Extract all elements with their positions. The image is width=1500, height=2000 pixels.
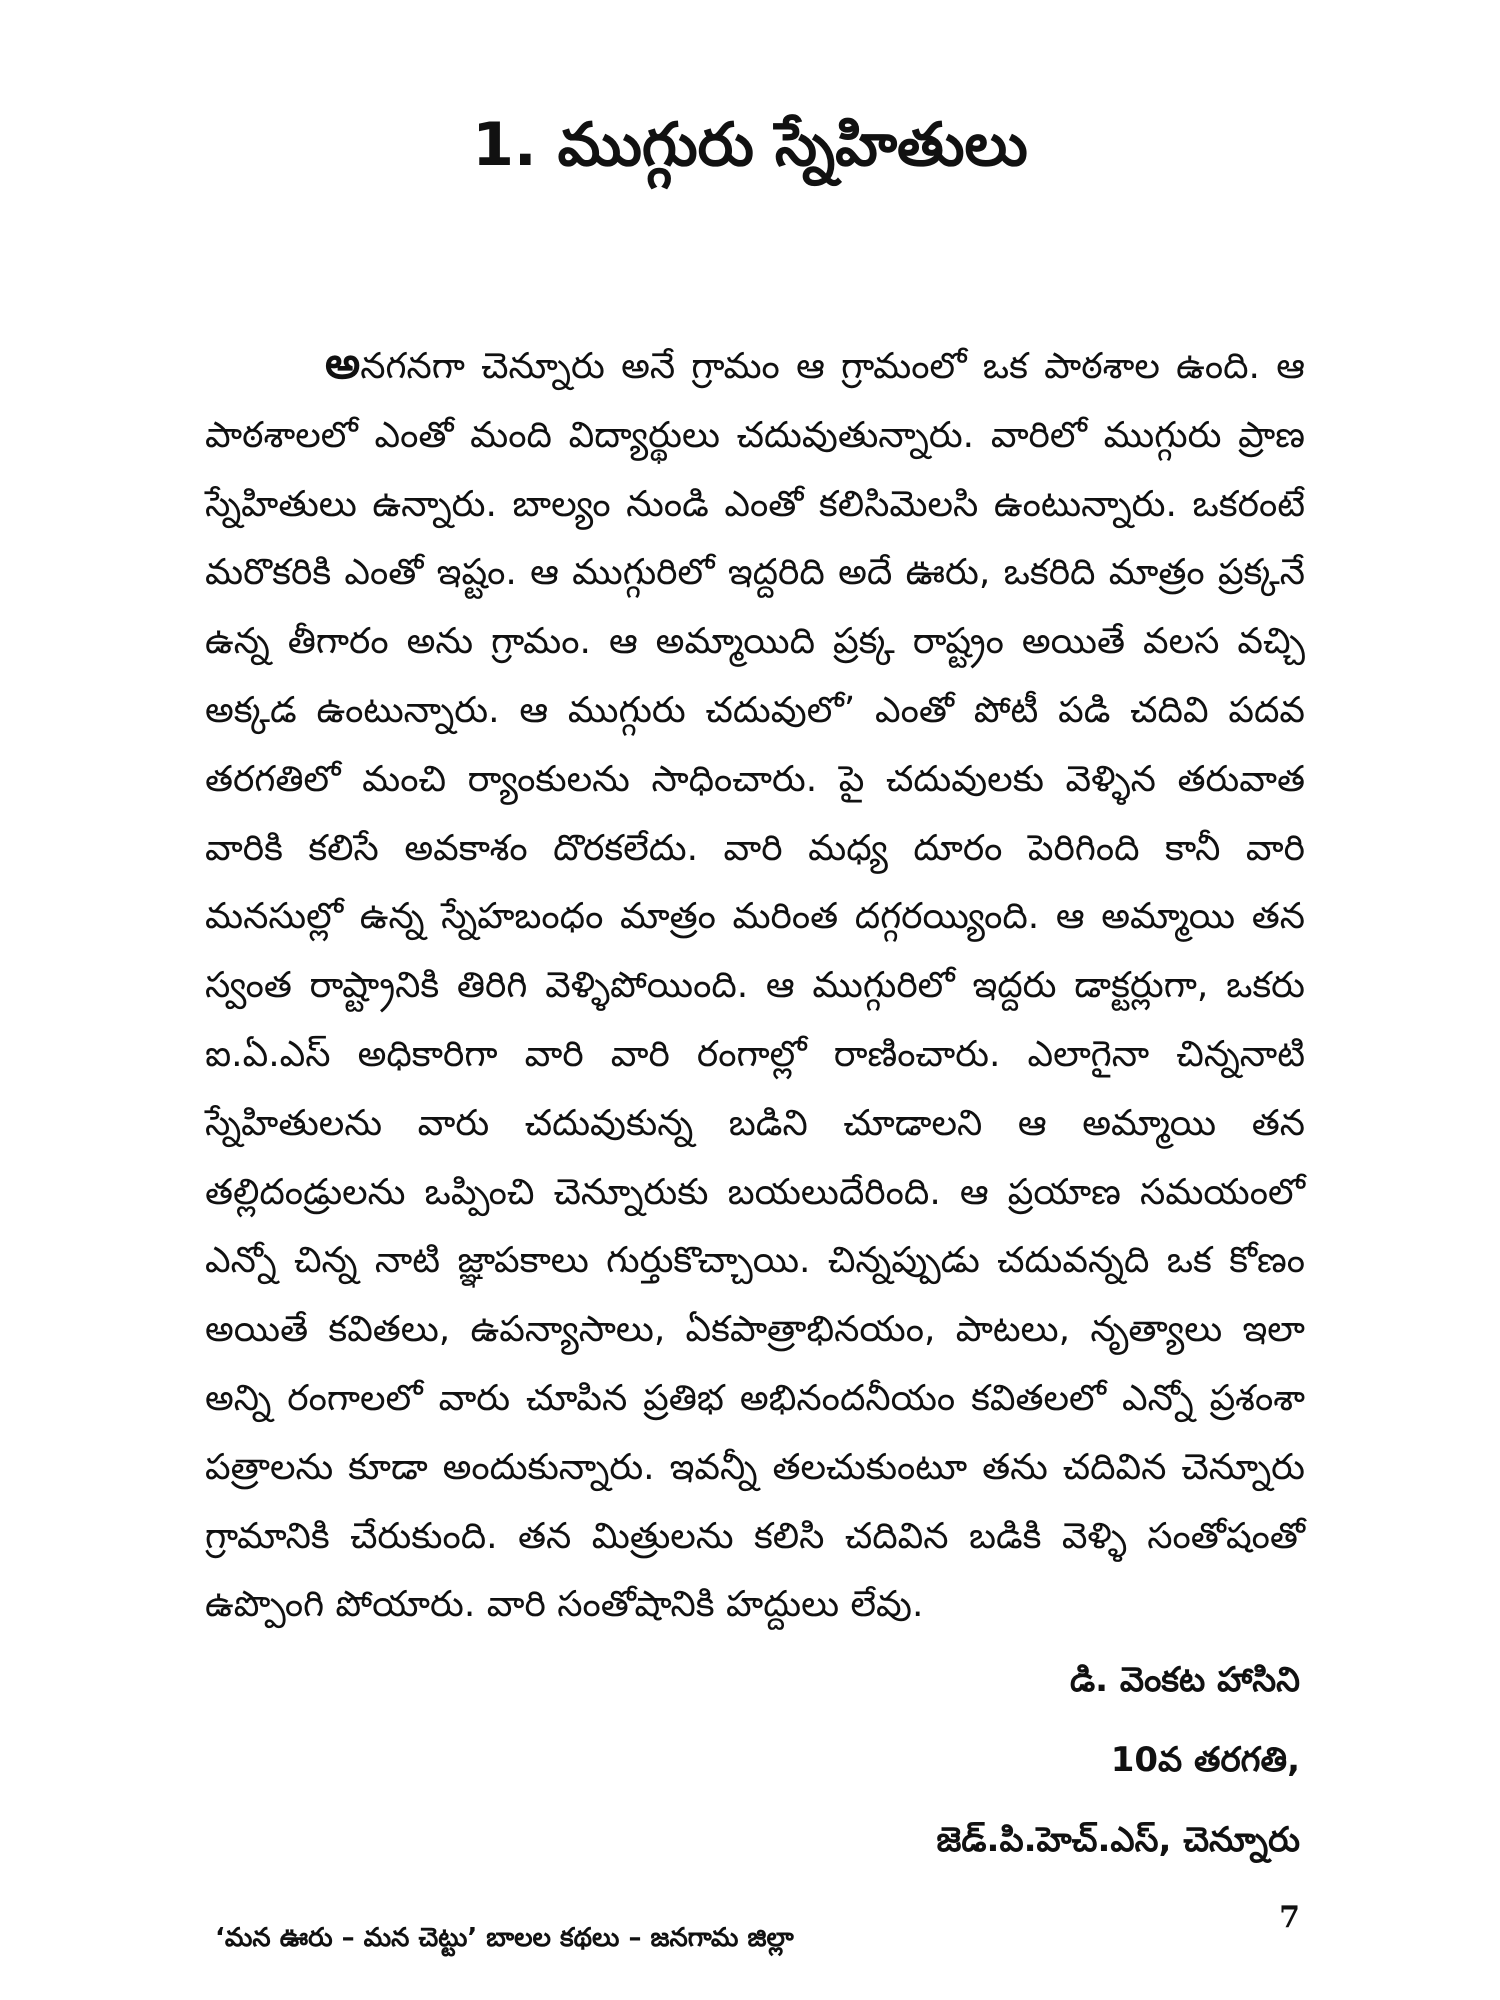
story-title: 1. ముగ్గురు స్నేహితులు [472,110,1028,180]
footer-caption: ‘మన ఊరు – మన చెట్టు’ బాలల కథలు – జనగామ జిల్లా [215,1923,794,1953]
author-name: డి. వెంకట హాసిని [1069,1660,1300,1700]
drop-letter: అ [325,338,361,389]
story-paragraph [205,330,1305,1640]
author-school: జెడ్.పి.హెచ్.ఎస్, చెన్నూరు [936,1820,1300,1860]
author-signature [937,1640,1300,1880]
page-number: 7 [1279,1900,1300,1935]
author-class: 10వ తరగతి, [1110,1740,1300,1780]
story-text: నగనగా చెన్నూరు అనే గ్రామం ఆ గ్రామంలో ఒక పాఠశాల ఉంది. ఆ పాఠశాలలో ఎంతో మంది విద్యార్థులు చదువుతున్నారు. వారిలో ముగ్గురు ప్రాణ స్నేహితులు ఉన్నారు. బాల్యం నుండి ఎంతో కలిసిమెలసి ఉంటున్నారు. ఒకరంటే మరొకరికి ఎంతో ఇష్టం. ఆ ముగ్గురిలో ఇద్దరిది అదే ఊరు, ఒకరిది మాత్రం ప్రక్కనే ఉన్న తీగారం అను గ్రామం. ఆ అమ్మాయిది ప్రక్క రాష్ట్రం అయితే వలస వచ్చి అక్కడ ఉంటున్నారు. ఆ ముగ్గురు చదువులో’ ఎంతో పోటీ పడి చదివి పదవ తరగతిలో మంచి ర్యాంకులను సాధించారు. పై చదువులకు వెళ్ళిన తరువాత వారికి కలిసే అవకాశం దొరకలేదు. వారి మధ్య దూరం పెరిగింది కానీ వారి మనసుల్లో ఉన్న స్నేహబంధం మాత్రం మరింత దగ్గరయ్యింది. ఆ అమ్మాయి తన స్వంత రాష్ట్రానికి తిరిగి వెళ్ళిపోయింది. ఆ ముగ్గురిలో ఇద్దరు డాక్టర్లుగా, ఒకరు ఐ.ఏ.ఎస్ అధికారిగా వారి వారి రంగాల్లో రాణించారు. ఎలాగైనా చిన్ననాటి స్నేహితులను వారు చదువుకున్న బడిని చూడాలని ఆ అమ్మాయి తన తల్లిదండ్రులను ఒప్పించి చెన్నూరుకు బయలుదేరింది. ఆ ప్రయాణ సమయంలో ఎన్నో చిన్న నాటి జ్ఞాపకాలు గుర్తుకొచ్చాయి. చిన్నప్పుడు చదువన్నది ఒక కోణం అయితే కవితలు, ఉపన్యాసాలు, ఏకపాత్రాభినయం, పాటలు, నృత్యాలు ఇలా అన్ని రంగాలలో వారు చూపిన ప్రతిభ అభినందనీయం కవితలలో ఎన్నో ప్రశంశా పత్రాలను కూడా అందుకున్నారు. ఇవన్నీ తలచుకుంటూ తను చదివిన చెన్నూరు గ్రామానికి చేరుకుంది. తన మిత్రులను కలిసి చదివిన బడికి వెళ్ళి సంతోషంతో ఉప్పొంగి పోయారు. వారి సంతోషానికి హద్దులు లేవు. [205,346,1305,1626]
